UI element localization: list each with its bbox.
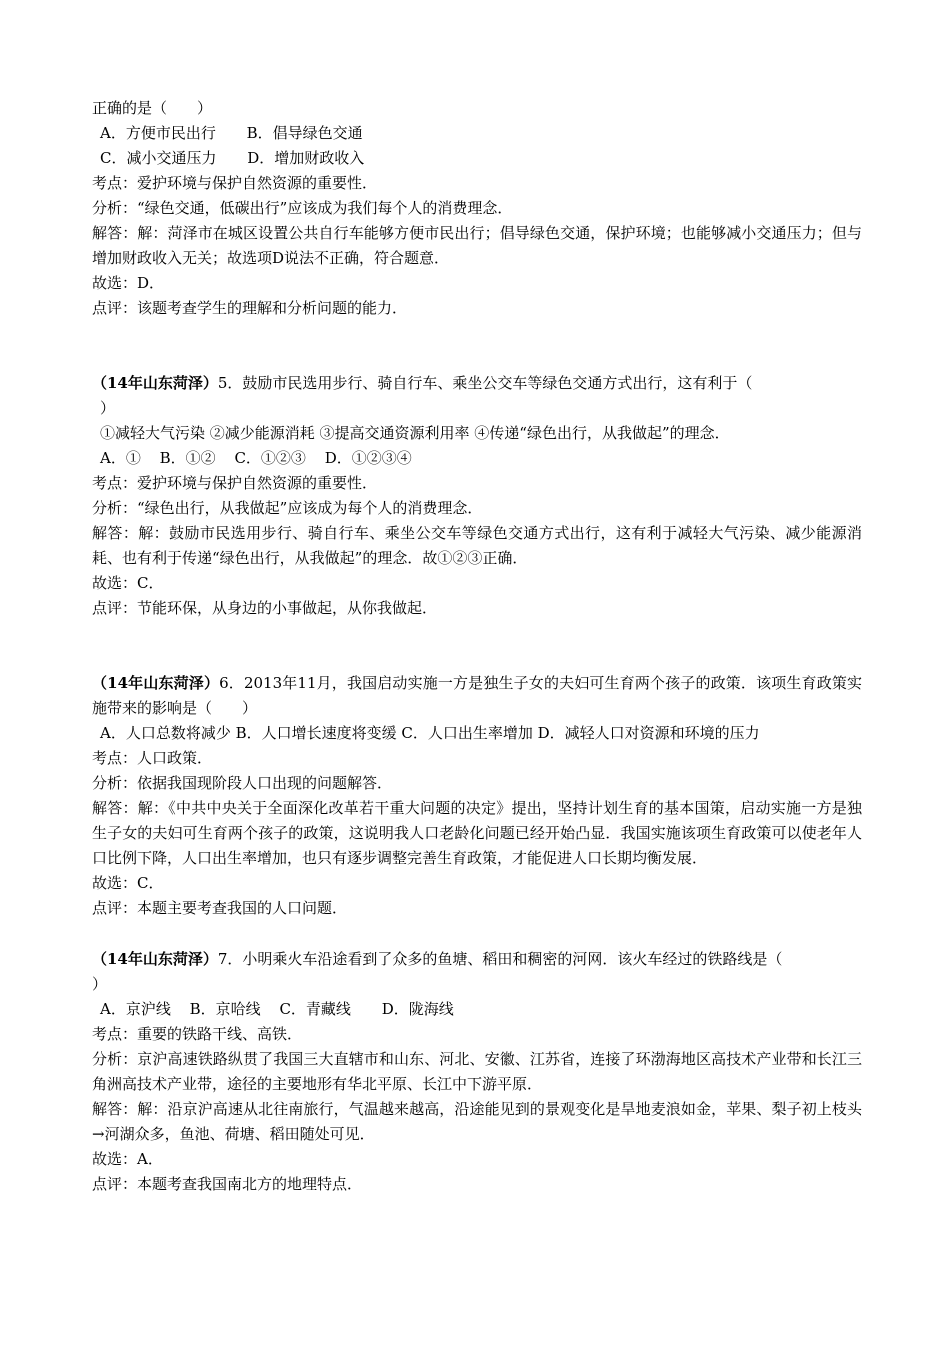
- question-4: [92, 96, 862, 321]
- question-5: [92, 371, 862, 621]
- option-d: D．增加财政收入: [247, 149, 365, 167]
- answer: 故选：C．: [92, 874, 164, 892]
- question-stem: [92, 371, 862, 396]
- kaodian: 考点：爱护环境与保护自然资源的重要性．: [92, 474, 378, 492]
- answer: 故选：A．: [92, 1150, 163, 1168]
- fenxi: 分析：依据我国现阶段人口出现的问题解答．: [92, 774, 393, 792]
- option-b: B．倡导绿色交通: [246, 124, 363, 142]
- question-stem: [92, 671, 862, 721]
- stem-text: 7．小明乘火车沿途看到了众多的鱼塘、稻田和稠密的河网．该火车经过的铁路线是（: [217, 950, 783, 968]
- fenxi: 分析：京沪高速铁路纵贯了我国三大直辖市和山东、河北、安徽、江苏省，连接了环渤海地区高技术产业带和长江三角洲高技术产业带，途径的主要地形有华北平原、长江中下游平原．: [92, 1050, 862, 1093]
- option-a: A．①: [100, 449, 141, 467]
- kaodian: 考点：爱护环境与保护自然资源的重要性．: [92, 174, 378, 192]
- options-row: A．人口总数将减少 B．人口增长速度将变缓 C．人口出生率增加 D．减轻人口对资源和环境的压力: [100, 724, 760, 742]
- question-stem: [92, 947, 862, 972]
- option-b: B．京哈线: [189, 1000, 261, 1018]
- options-row: [92, 146, 862, 171]
- options-row: [92, 446, 862, 471]
- kaodian: 考点：重要的铁路干线、高铁．: [92, 1025, 303, 1043]
- document-page: [92, 96, 862, 1197]
- fenxi: 分析：“绿色交通，低碳出行”应该成为我们每个人的消费理念．: [92, 199, 513, 217]
- option-d: D．①②③④: [324, 449, 412, 467]
- answer: 故选：D．: [92, 274, 165, 292]
- fenxi: 分析：“绿色出行，从我做起”应该成为每个人的消费理念．: [92, 499, 483, 517]
- option-a: A．京沪线: [100, 1000, 171, 1018]
- option-c: C．青藏线: [279, 1000, 351, 1018]
- jieda: 解答：解：鼓励市民选用步行、骑自行车、乘坐公交车等绿色交通方式出行，这有利于减轻大气污染、减少能源消耗、也有利于传递“绿色出行，从我做起”的理念．故①②③正确．: [92, 524, 862, 567]
- option-c: C．①②③: [234, 449, 306, 467]
- stem-text: 6．2013年11月，我国启动实施一方是独生子女的夫妇可生育两个孩子的政策．该项生育政策实施带来的影响是（ ）: [92, 674, 862, 717]
- statement-items: ①减轻大气污染 ②减少能源消耗 ③提高交通资源利用率 ④传递“绿色出行，从我做起”的理念．: [100, 424, 730, 442]
- question-source: （14年山东菏泽）: [92, 950, 218, 968]
- option-a: A．方便市民出行: [100, 124, 216, 142]
- stem-close: ）: [100, 399, 116, 417]
- question-stem: 正确的是（ ）: [92, 99, 213, 117]
- answer: 故选：C．: [92, 574, 164, 592]
- question-source: （14年山东菏泽）: [92, 674, 220, 692]
- dianping: 点评：本题考查我国南北方的地理特点．: [92, 1175, 363, 1193]
- options-row: [92, 997, 862, 1022]
- dianping: 点评：本题主要考查我国的人口问题．: [92, 899, 348, 917]
- dianping: 点评：节能环保，从身边的小事做起，从你我做起．: [92, 599, 438, 617]
- stem-close: ）: [92, 975, 108, 993]
- dianping: 点评：该题考查学生的理解和分析问题的能力．: [92, 299, 408, 317]
- jieda: 解答：解：沿京沪高速从北往南旅行，气温越来越高，沿途能见到的景观变化是旱地麦浪如金，苹果、梨子初上枝头→河湖众多，鱼池、荷塘、稻田随处可见．: [92, 1100, 862, 1143]
- question-source: （14年山东菏泽）: [92, 374, 218, 392]
- option-d: D．陇海线: [381, 1000, 454, 1018]
- stem-text: 5．鼓励市民选用步行、骑自行车、乘坐公交车等绿色交通方式出行，这有利于（: [217, 374, 753, 392]
- option-b: B．①②: [159, 449, 216, 467]
- option-c: C．减小交通压力: [100, 149, 217, 167]
- options-row: [92, 121, 862, 146]
- question-6: [92, 671, 862, 921]
- jieda: 解答：解：菏泽市在城区设置公共自行车能够方便市民出行；倡导绿色交通，保护环境；也能够减小交通压力；但与增加财政收入无关；故选项D说法不正确，符合题意．: [92, 224, 862, 267]
- question-7: [92, 947, 862, 1197]
- jieda: 解答：解：《中共中央关于全面深化改革若干重大问题的决定》提出，坚持计划生育的基本国策，启动实施一方是独生子女的夫妇可生育两个孩子的政策，这说明我人口老龄化问题已经开始凸显．我国实施该项生育政策可以使老年人口比例下降，人口出生率增加，也只有逐步调整完善生育政策，才能促进人口长期均衡发展．: [92, 799, 862, 867]
- kaodian: 考点：人口政策．: [92, 749, 213, 767]
